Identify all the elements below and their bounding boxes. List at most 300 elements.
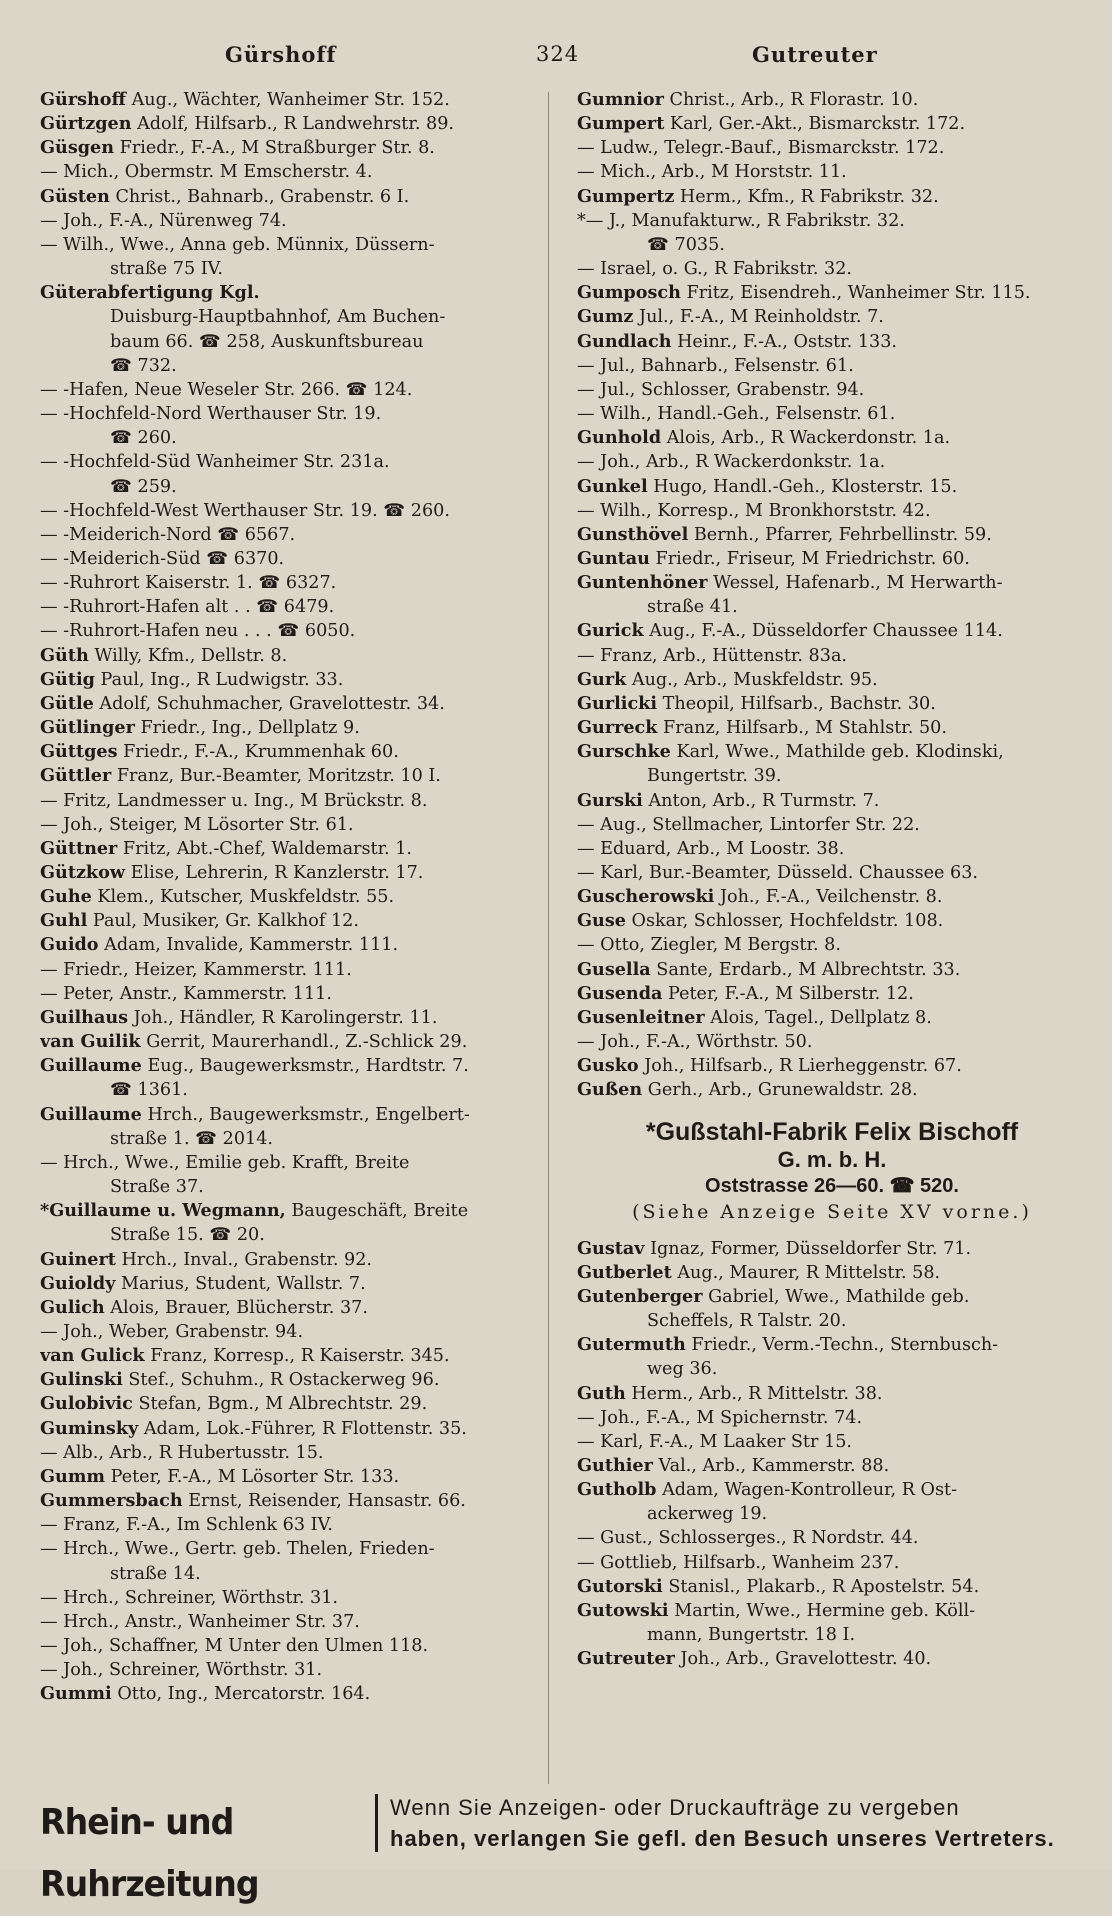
directory-entry [577,982,1087,1006]
entry-details: — Aug., Stellmacher, Lintorfer Str. 22. [577,814,920,835]
directory-entry [40,547,560,571]
entry-details: Val., Arb., Kammerstr. 88. [658,1455,890,1476]
entry-details: Fritz, Abt.-Chef, Waldemarstr. 1. [122,838,413,859]
directory-entry [577,1406,1087,1430]
entry-surname: Güsten [40,185,110,207]
directory-entry [40,1392,560,1416]
entry-details: Anton, Arb., R Turmstr. 7. [648,790,880,811]
entry-surname: van Guilik [40,1031,141,1053]
entry-details: — Karl, Bur.-Beamter, Düsseld. Chaussee 63. [577,863,979,883]
entry-surname: Gutorski [577,1575,663,1597]
directory-entry [40,1054,560,1078]
entry-details: — Franz, Arb., Hüttenstr. 83a. [577,645,848,666]
directory-entry [40,885,560,909]
entry-details: Jul., F.-A., M Reinholdstr. 7. [639,307,884,328]
entry-surname: Gundlach [577,330,672,352]
entry-surname: van Gulick [40,1345,145,1367]
directory-entry [577,547,1087,571]
directory-entry [40,1030,560,1054]
directory-entry [577,668,1087,692]
entry-details: Eug., Baugewerksmstr., Hardtstr. 7. [147,1056,469,1077]
directory-entry [577,136,1087,160]
directory-entry [577,813,1087,837]
newspaper-name: Rhein- und Ruhrzeitung [40,1802,259,1905]
directory-entry [40,499,560,523]
entry-details: Karl, Ger.-Akt., Bismarckstr. 172. [669,114,966,135]
directory-entry [577,1357,1087,1381]
entry-details: Alois, Brauer, Blücherstr. 37. [110,1297,368,1318]
directory-entry [577,885,1087,909]
entry-details: Peter, F.-A., M Lösorter Str. 133. [110,1466,400,1487]
entry-details: Alois, Tagel., Dellplatz 8. [710,1007,932,1028]
directory-entry [40,1537,560,1561]
entry-details: ☎ 7035. [647,234,725,255]
entry-details: Theopil, Hilfsarb., Bachstr. 30. [662,693,936,714]
directory-entry [577,1382,1087,1406]
entry-details: Hrch., Baugewerksmstr., Engelbert- [147,1104,470,1125]
directory-entry [40,716,560,740]
entry-details: Hugo, Handl.-Geh., Klosterstr. 15. [653,476,958,497]
entry-surname: Gunsthövel [577,523,689,545]
directory-entry [40,1562,560,1586]
entry-details: Christ., Arb., R Florastr. 10. [669,90,919,110]
entry-surname: Gummersbach [40,1490,183,1512]
entry-details: — -Ruhrort-Hafen alt . . ☎ 6479. [40,597,335,618]
directory-entry [577,740,1087,764]
entry-surname: Gurreck [577,717,658,739]
entry-details: *— J., Manufakturw., R Fabrikstr. 32. [577,210,905,231]
directory-entry [577,1454,1087,1478]
directory-entry [577,1006,1087,1030]
entry-details: Herm., Arb., R Mittelstr. 38. [631,1383,883,1404]
directory-entry [577,1333,1087,1357]
entry-details: Adam, Invalide, Kammerstr. 111. [104,935,399,956]
directory-entry [577,958,1087,982]
entry-details: Franz, Hilfsarb., M Stahlstr. 50. [663,718,947,739]
directory-entry [40,160,560,184]
entry-details: — -Meiderich-Süd ☎ 6370. [40,548,285,569]
entry-surname: Gulobivic [40,1393,133,1415]
entry-surname: Gußen [577,1079,643,1101]
directory-entry [577,233,1087,257]
entry-details: — Joh., Schreiner, Wörthstr. 31. [40,1660,323,1681]
entry-surname: Guth [577,1382,626,1404]
directory-entry [577,1261,1087,1285]
directory-entry [40,1344,560,1368]
entry-surname: Gutberlet [577,1261,672,1283]
advert-subtitle: G. m. b. H. [777,1146,887,1172]
entry-surname: Gurk [577,668,627,690]
entry-surname: Guminsky [40,1417,139,1439]
entry-details: — Joh., F.-A., M Spichernstr. 74. [577,1407,863,1428]
directory-entry [577,1623,1087,1647]
entry-surname: Gutholb [577,1479,657,1501]
entry-details: Oskar, Schlosser, Hochfeldstr. 108. [631,911,944,932]
directory-entry [577,861,1087,885]
entry-details: — Hrch., Schreiner, Wörthstr. 31. [40,1587,339,1608]
entry-details: Gabriel, Wwe., Mathilde geb. [708,1286,970,1307]
entry-details: Wessel, Hafenarb., M Herwarth- [713,573,1003,594]
entry-surname: Gurlicki [577,692,658,714]
directory-entry [577,1647,1087,1671]
entry-details: — -Ruhrort-Hafen neu . . . ☎ 6050. [40,621,356,642]
directory-entry [40,837,560,861]
directory-entry [40,1078,560,1102]
directory-entry [40,789,560,813]
entry-details: — Karl, F.-A., M Laaker Str 15. [577,1431,852,1452]
directory-entry [40,1489,560,1513]
entry-details: Martin, Wwe., Hermine geb. Köll- [674,1600,976,1621]
directory-entry [577,1030,1087,1054]
directory-entry [40,1223,560,1247]
entry-details: Stef., Schuhm., R Ostackerweg 96. [128,1370,440,1391]
entry-surname: Gützkow [40,862,126,883]
directory-entry [577,619,1087,643]
entry-surname: Gumz [577,306,634,328]
entry-surname: Gummi [40,1683,112,1705]
directory-entry [40,740,560,764]
entry-details: Willy, Kfm., Dellstr. 8. [94,645,288,666]
entry-details: — Franz, F.-A., Im Schlenk 63 IV. [40,1515,333,1536]
directory-entry [577,1054,1087,1078]
entry-surname: Guse [577,910,626,932]
entry-details: — Ludw., Telegr.-Bauf., Bismarckstr. 172. [577,138,945,159]
directory-entry [40,378,560,402]
directory-entry [40,692,560,716]
directory-entry [40,450,560,474]
entry-details: Ignaz, Former, Düsseldorfer Str. 71. [650,1238,972,1259]
directory-entry [577,692,1087,716]
entry-surname: Guinert [40,1248,116,1270]
entry-surname: Gusenda [577,982,663,1004]
entry-details: Straße 15. ☎ 20. [110,1225,265,1246]
entry-details: Friedr., Verm.-Techn., Sternbusch- [691,1335,999,1356]
directory-entry [577,305,1087,329]
entry-details: Gerrit, Maurerhandl., Z.-Schlick 29. [146,1032,468,1053]
directory-entry [577,571,1087,595]
directory-entry [40,933,560,957]
entry-details: Paul, Musiker, Gr. Kalkhof 12. [92,911,359,932]
entry-surname: Gumposch [577,282,681,304]
advert-note: (Siehe Anzeige Seite XV vorne.) [632,1200,1032,1223]
directory-entry [40,185,560,209]
entry-surname: Gusenleitner [577,1006,705,1028]
entry-details: — Hrch., Wwe., Gertr. geb. Thelen, Frieden- [40,1539,435,1560]
entry-surname: Güth [40,644,89,666]
entry-details: Klem., Kutscher, Muskfeldstr. 55. [97,887,395,908]
entry-surname: Guillaume [40,1103,142,1125]
entry-details: Hrch., Inval., Grabenstr. 92. [121,1249,373,1270]
directory-entry [40,233,560,257]
directory-entry [40,402,560,426]
entry-surname: *Guillaume u. Wegmann, [40,1200,286,1222]
entry-details: — Friedr., Heizer, Kammerstr. 111. [40,959,352,980]
entry-surname: Gütig [40,668,95,690]
footer-line-1: Wenn Sie Anzeigen- oder Druckaufträge zu vergeben [390,1795,960,1820]
advert-title: *Gußstahl-Fabrik Felix Bischoff [645,1117,1019,1146]
directory-entry [40,305,560,329]
directory-entry [577,378,1087,402]
entry-surname: Gutenberger [577,1285,703,1307]
entry-surname: Güterabfertigung Kgl. [40,282,260,304]
directory-entry [40,1586,560,1610]
entry-details: — Hrch., Wwe., Emilie geb. Krafft, Breite [40,1152,410,1173]
directory-entry [577,764,1087,788]
entry-details: Straße 37. [110,1177,204,1198]
directory-entry [577,1599,1087,1623]
directory-entry [40,595,560,619]
directory-entry [40,1151,560,1175]
directory-entry [40,88,560,112]
entry-details: Aug., Maurer, R Mittelstr. 58. [677,1262,941,1283]
running-head [0,42,1112,72]
directory-entry [577,1237,1087,1261]
directory-entry [40,475,560,499]
entry-details: Duisburg-Hauptbahnhof, Am Buchen- [110,307,446,328]
entry-details: Marius, Student, Wallstr. 7. [121,1273,366,1294]
entry-details: Aug., Wächter, Wanheimer Str. 152. [131,90,450,110]
entry-surname: Gurick [577,620,644,642]
directory-entry [40,1465,560,1489]
entry-surname: Guntenhöner [577,572,708,594]
left-column [40,88,560,1706]
directory-entry [40,1610,560,1634]
directory-entry [40,644,560,668]
entry-details: — Wilh., Handl.-Geh., Felsenstr. 61. [577,404,896,425]
entry-details: baum 66. ☎ 258, Auskunftsbureau [110,331,424,352]
directory-entry [577,475,1087,499]
entry-surname: Gutreuter [577,1648,675,1670]
directory-entry [40,281,560,305]
header-left-keyword: Gürshoff [225,42,337,67]
entry-details: — Gust., Schlosserges., R Nordstr. 44. [577,1528,919,1549]
right-column-top [577,88,1087,1103]
entry-details: Joh., Arb., Gravelottestr. 40. [680,1649,932,1670]
entry-details: Stanisl., Plakarb., R Apostelstr. 54. [668,1576,980,1597]
entry-details: Franz, Korresp., R Kaiserstr. 345. [150,1346,450,1367]
entry-details: ☎ 1361. [110,1080,188,1101]
directory-entry [577,1526,1087,1550]
entry-details: Scheffels, R Talstr. 20. [647,1311,847,1332]
directory-entry [40,426,560,450]
entry-details: Adolf, Hilfsarb., R Landwehrstr. 89. [137,114,454,135]
directory-entry [577,330,1087,354]
entry-details: — Mich., Obermstr. M Emscherstr. 4. [40,162,373,183]
entry-details: Friedr., Ing., Dellplatz 9. [140,718,360,739]
directory-entry [577,257,1087,281]
entry-surname: Gurski [577,789,643,811]
entry-details: Bungertstr. 39. [647,766,782,787]
directory-entry [40,209,560,233]
directory-entry [577,499,1087,523]
entry-surname: Gütlinger [40,717,135,739]
directory-entry [40,257,560,281]
directory-entry [40,354,560,378]
entry-details: Bernh., Pfarrer, Fehrbellinstr. 59. [693,524,992,545]
directory-entry [40,958,560,982]
entry-details: Paul, Ing., R Ludwigstr. 33. [100,669,344,690]
entry-details: weg 36. [647,1359,718,1380]
right-column-bottom [577,1237,1087,1672]
entry-details: Heinr., F.-A., Oststr. 133. [677,331,898,352]
entry-details: — Joh., F.-A., Wörthstr. 50. [577,1032,813,1053]
entry-details: Elise, Lehrerin, R Kanzlerstr. 17. [130,863,424,883]
entry-surname: Gürtzgen [40,113,132,135]
directory-entry [40,1248,560,1272]
entry-surname: Gusella [577,958,651,980]
entry-details: Joh., Hilfsarb., R Lierheggenstr. 67. [644,1056,962,1077]
entry-details: Ernst, Reisender, Hansastr. 66. [188,1491,466,1512]
directory-entry [577,644,1087,668]
entry-surname: Gustav [577,1237,645,1259]
entry-details: straße 75 IV. [110,259,223,280]
right-column [577,88,1087,1671]
directory-entry [40,1006,560,1030]
entry-surname: Guido [40,934,99,956]
directory-entry [40,1513,560,1537]
directory-entry [577,909,1087,933]
entry-details: — -Ruhrort Kaiserstr. 1. ☎ 6327. [40,573,337,594]
entry-surname: Gusko [577,1055,639,1077]
entry-details: — Gottlieb, Hilfsarb., Wanheim 237. [577,1552,900,1573]
directory-entry [577,933,1087,957]
entry-details: — Eduard, Arb., M Loostr. 38. [577,838,845,859]
directory-entry [577,523,1087,547]
footer-line-2: haben, verlangen Sie gefl. den Besuch unseres Vertreters. [390,1826,1055,1851]
directory-entry [577,450,1087,474]
directory-entry [577,837,1087,861]
entry-details: — Joh., Weber, Grabenstr. 94. [40,1321,304,1342]
directory-entry [577,1285,1087,1309]
footer-advert [40,1792,1090,1905]
directory-entry [40,1417,560,1441]
entry-surname: Guhl [40,910,88,932]
entry-details: — Otto, Ziegler, M Bergstr. 8. [577,935,841,956]
directory-entry [40,1441,560,1465]
entry-details: — Jul., Bahnarb., Felsenstr. 61. [577,355,854,376]
directory-entry [40,619,560,643]
directory-entry [40,1296,560,1320]
entry-details: — Mich., Arb., M Horststr. 11. [577,162,847,183]
directory-entry [40,1634,560,1658]
entry-details: — Joh., Steiger, M Lösorter Str. 61. [40,814,354,835]
directory-entry [577,402,1087,426]
footer-text [390,1792,1090,1854]
directory-entry [40,523,560,547]
entry-details: mann, Bungertstr. 18 I. [647,1625,856,1646]
entry-details: — Joh., Arb., R Wackerdonkstr. 1a. [577,452,886,473]
entry-details: — -Hochfeld-Nord Werthauser Str. 19. [40,404,382,425]
directory-entry [577,1309,1087,1333]
directory-entry [577,426,1087,450]
directory-entry [577,595,1087,619]
entry-details: ☎ 732. [110,355,177,376]
entry-surname: Gulinski [40,1369,123,1391]
directory-entry [40,1368,560,1392]
directory-entry [577,281,1087,305]
entry-surname: Gumpertz [577,185,675,207]
entry-details: — Peter, Anstr., Kammerstr. 111. [40,983,332,1004]
entry-details: Alois, Arb., R Wackerdonstr. 1a. [666,428,951,449]
entry-details: — Israel, o. G., R Fabrikstr. 32. [577,259,853,280]
directory-entry [577,112,1087,136]
entry-details: Friedr., F.-A., Krummenhak 60. [123,742,399,763]
advert-box [577,1117,1087,1225]
directory-entry [40,982,560,1006]
directory-entry [577,1575,1087,1599]
directory-entry [577,1551,1087,1575]
header-right-keyword: Gutreuter [752,42,878,67]
directory-entry [40,1175,560,1199]
directory-entry [577,1430,1087,1454]
entry-surname: Güttler [40,765,112,787]
entry-details: Peter, F.-A., M Silberstr. 12. [668,983,914,1004]
entry-details: straße 41. [647,597,738,618]
entry-surname: Gulich [40,1296,105,1318]
directory-entry [577,354,1087,378]
entry-surname: Gunkel [577,475,648,497]
directory-entry [40,112,560,136]
entry-surname: Guhe [40,886,92,908]
entry-surname: Guilhaus [40,1006,129,1028]
entry-surname: Gütle [40,692,94,714]
entry-details: Fritz, Eisendreh., Wanheimer Str. 115. [686,283,1031,304]
entry-surname: Gumpert [577,113,665,135]
entry-surname: Güsgen [40,137,115,159]
entry-details: — Fritz, Landmesser u. Ing., M Brückstr. 8. [40,790,428,811]
entry-details: Joh., F.-A., Veilchenstr. 8. [719,887,943,908]
entry-surname: Guillaume [40,1055,142,1077]
footer-rule [375,1794,378,1852]
directory-entry [40,136,560,160]
directory-entry [577,1078,1087,1102]
entry-details: — -Hafen, Neue Weseler Str. 266. ☎ 124. [40,379,413,400]
entry-surname: Gutowski [577,1599,669,1621]
entry-details: ☎ 260. [110,428,177,449]
directory-entry [40,1682,560,1706]
entry-details: — Hrch., Anstr., Wanheimer Str. 37. [40,1611,360,1632]
entry-surname: Guntau [577,547,650,569]
directory-entry [40,764,560,788]
directory-entry [577,789,1087,813]
entry-details: Otto, Ing., Mercatorstr. 164. [117,1684,371,1705]
entry-details: — -Hochfeld-West Werthauser Str. 19. ☎ 260. [40,500,450,521]
entry-details: — Wilh., Wwe., Anna geb. Münnix, Düssern- [40,234,435,255]
directory-entry [577,209,1087,233]
entry-surname: Gurschke [577,741,671,763]
entry-surname: Gunhold [577,427,662,449]
directory-entry [40,571,560,595]
directory-entry [577,88,1087,112]
entry-details: — Alb., Arb., R Hubertusstr. 15. [40,1442,324,1463]
directory-entry [40,1103,560,1127]
entry-surname: Guthier [577,1454,653,1476]
entry-surname: Gürshoff [40,89,126,110]
entry-surname: Guioldy [40,1272,116,1294]
directory-entry [40,909,560,933]
entry-details: Adam, Lok.-Führer, R Flottenstr. 35. [143,1418,467,1439]
directory-entry [40,1320,560,1344]
entry-surname: Güttges [40,741,118,763]
entry-details: Christ., Bahnarb., Grabenstr. 6 I. [115,186,410,207]
entry-details: Friedr., F.-A., M Straßburger Str. 8. [119,138,435,159]
entry-details: Franz, Bur.-Beamter, Moritzstr. 10 I. [116,766,441,787]
entry-details: — -Meiderich-Nord ☎ 6567. [40,524,296,545]
entry-surname: Güttner [40,837,118,859]
entry-details: — Wilh., Korresp., M Bronkhorststr. 42. [577,500,931,521]
directory-entry [40,1199,560,1223]
entry-surname: Gutermuth [577,1334,686,1356]
